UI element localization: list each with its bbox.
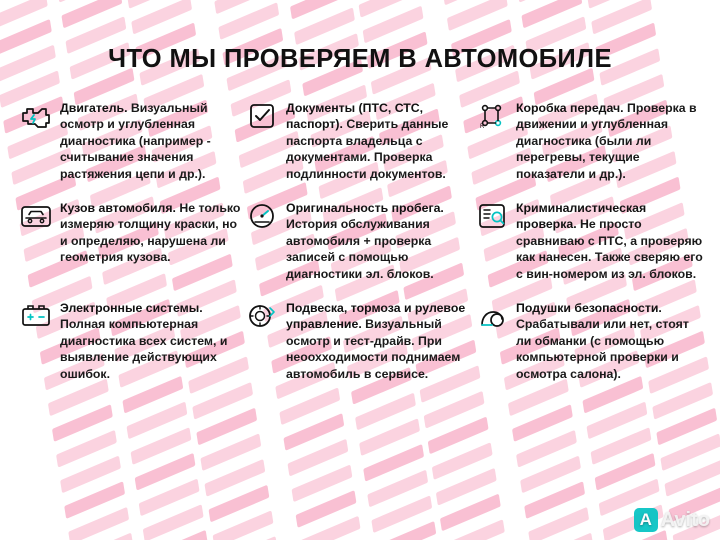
list-item-body: Не просто сравниваю с ПТС, а проверяю как нанесен. Также сверяю его с вин-номером из эл. блоков. — [516, 217, 703, 281]
list-item-lead: Коробка передач. — [516, 101, 624, 115]
checklist-grid — [18, 100, 702, 382]
svg-text:R: R — [480, 124, 485, 130]
list-item-body: Визуальный осмотр и тест-драйв. При неоохходимости поднимаем автомобиль в сервисе. — [286, 317, 461, 381]
list-item-lead: Двигатель. — [60, 101, 128, 115]
list-item — [18, 200, 250, 282]
list-item-body: Не только измеряю толщину краски, но и определяю, нарушена ли геометрия кузова. — [60, 201, 241, 265]
list-item-text — [516, 300, 706, 382]
list-item-text — [286, 200, 474, 282]
gearbox-icon — [474, 101, 510, 135]
list-item-body: История обслуживания автомобиля + проверка записей с помощью диагностики эл. блоков. — [286, 217, 434, 281]
list-item — [244, 200, 482, 282]
list-item-text — [60, 300, 242, 382]
list-item-text — [286, 100, 474, 182]
list-item-lead: Документы (ПТС, СТС, паспорт). — [286, 101, 424, 132]
list-item-body: Срабатывали или нет, стоят ли обманки (с помощью компьютерной проверки и осмотра салона). — [516, 317, 689, 381]
list-item — [474, 100, 714, 182]
document-check-icon — [244, 101, 280, 135]
forensic-check-icon — [474, 201, 510, 235]
list-item-text — [60, 100, 242, 182]
list-item — [244, 300, 482, 382]
list-item — [474, 300, 714, 382]
list-item-text — [286, 300, 474, 382]
list-item — [18, 100, 250, 182]
list-item — [474, 200, 714, 282]
airbag-icon — [474, 301, 510, 335]
list-item-body: Проверка в движении и углубленная диагностика (были ли перегревы, текущие показатели и др.). — [516, 101, 697, 181]
list-item-text — [516, 200, 706, 282]
list-item — [244, 100, 482, 182]
title-bar — [0, 0, 720, 74]
avito-watermark-text: Avito — [660, 508, 710, 531]
battery-electronics-icon — [18, 301, 54, 335]
list-item-lead: Электронные системы. — [60, 301, 203, 316]
avito-logo-icon: A — [634, 508, 658, 532]
page-title: ЧТО МЫ ПРОВЕРЯЕМ В АВТОМОБИЛЕ — [108, 45, 612, 73]
list-item-body: Визуальный осмотр и углубленная диагностика (например - считывание значения растяжения цепи и др.). — [60, 101, 211, 181]
avito-watermark — [634, 508, 710, 532]
list-item-body: Сверить данные паспорта владельца с документами. Проверка подлинности документов. — [286, 117, 449, 181]
list-item-text — [516, 100, 706, 182]
list-item-lead: Подушки безопасности. — [516, 301, 662, 316]
car-body-icon — [18, 201, 54, 235]
list-item-text — [60, 200, 242, 266]
list-item — [18, 300, 250, 382]
list-item-lead: Криминалистическая проверка. — [516, 201, 647, 232]
list-item-lead: Подвеска, тормоза и рулевое управление. — [286, 301, 466, 332]
odometer-icon — [244, 201, 280, 235]
list-item-lead: Оригинальность пробега. — [286, 201, 444, 216]
list-item-body: Полная компьютерная диагностика всех систем, и выявление действующих ошибок. — [60, 317, 228, 381]
list-item-lead: Кузов автомобиля. — [60, 201, 176, 216]
engine-icon — [18, 101, 54, 135]
suspension-brake-icon — [244, 301, 280, 335]
